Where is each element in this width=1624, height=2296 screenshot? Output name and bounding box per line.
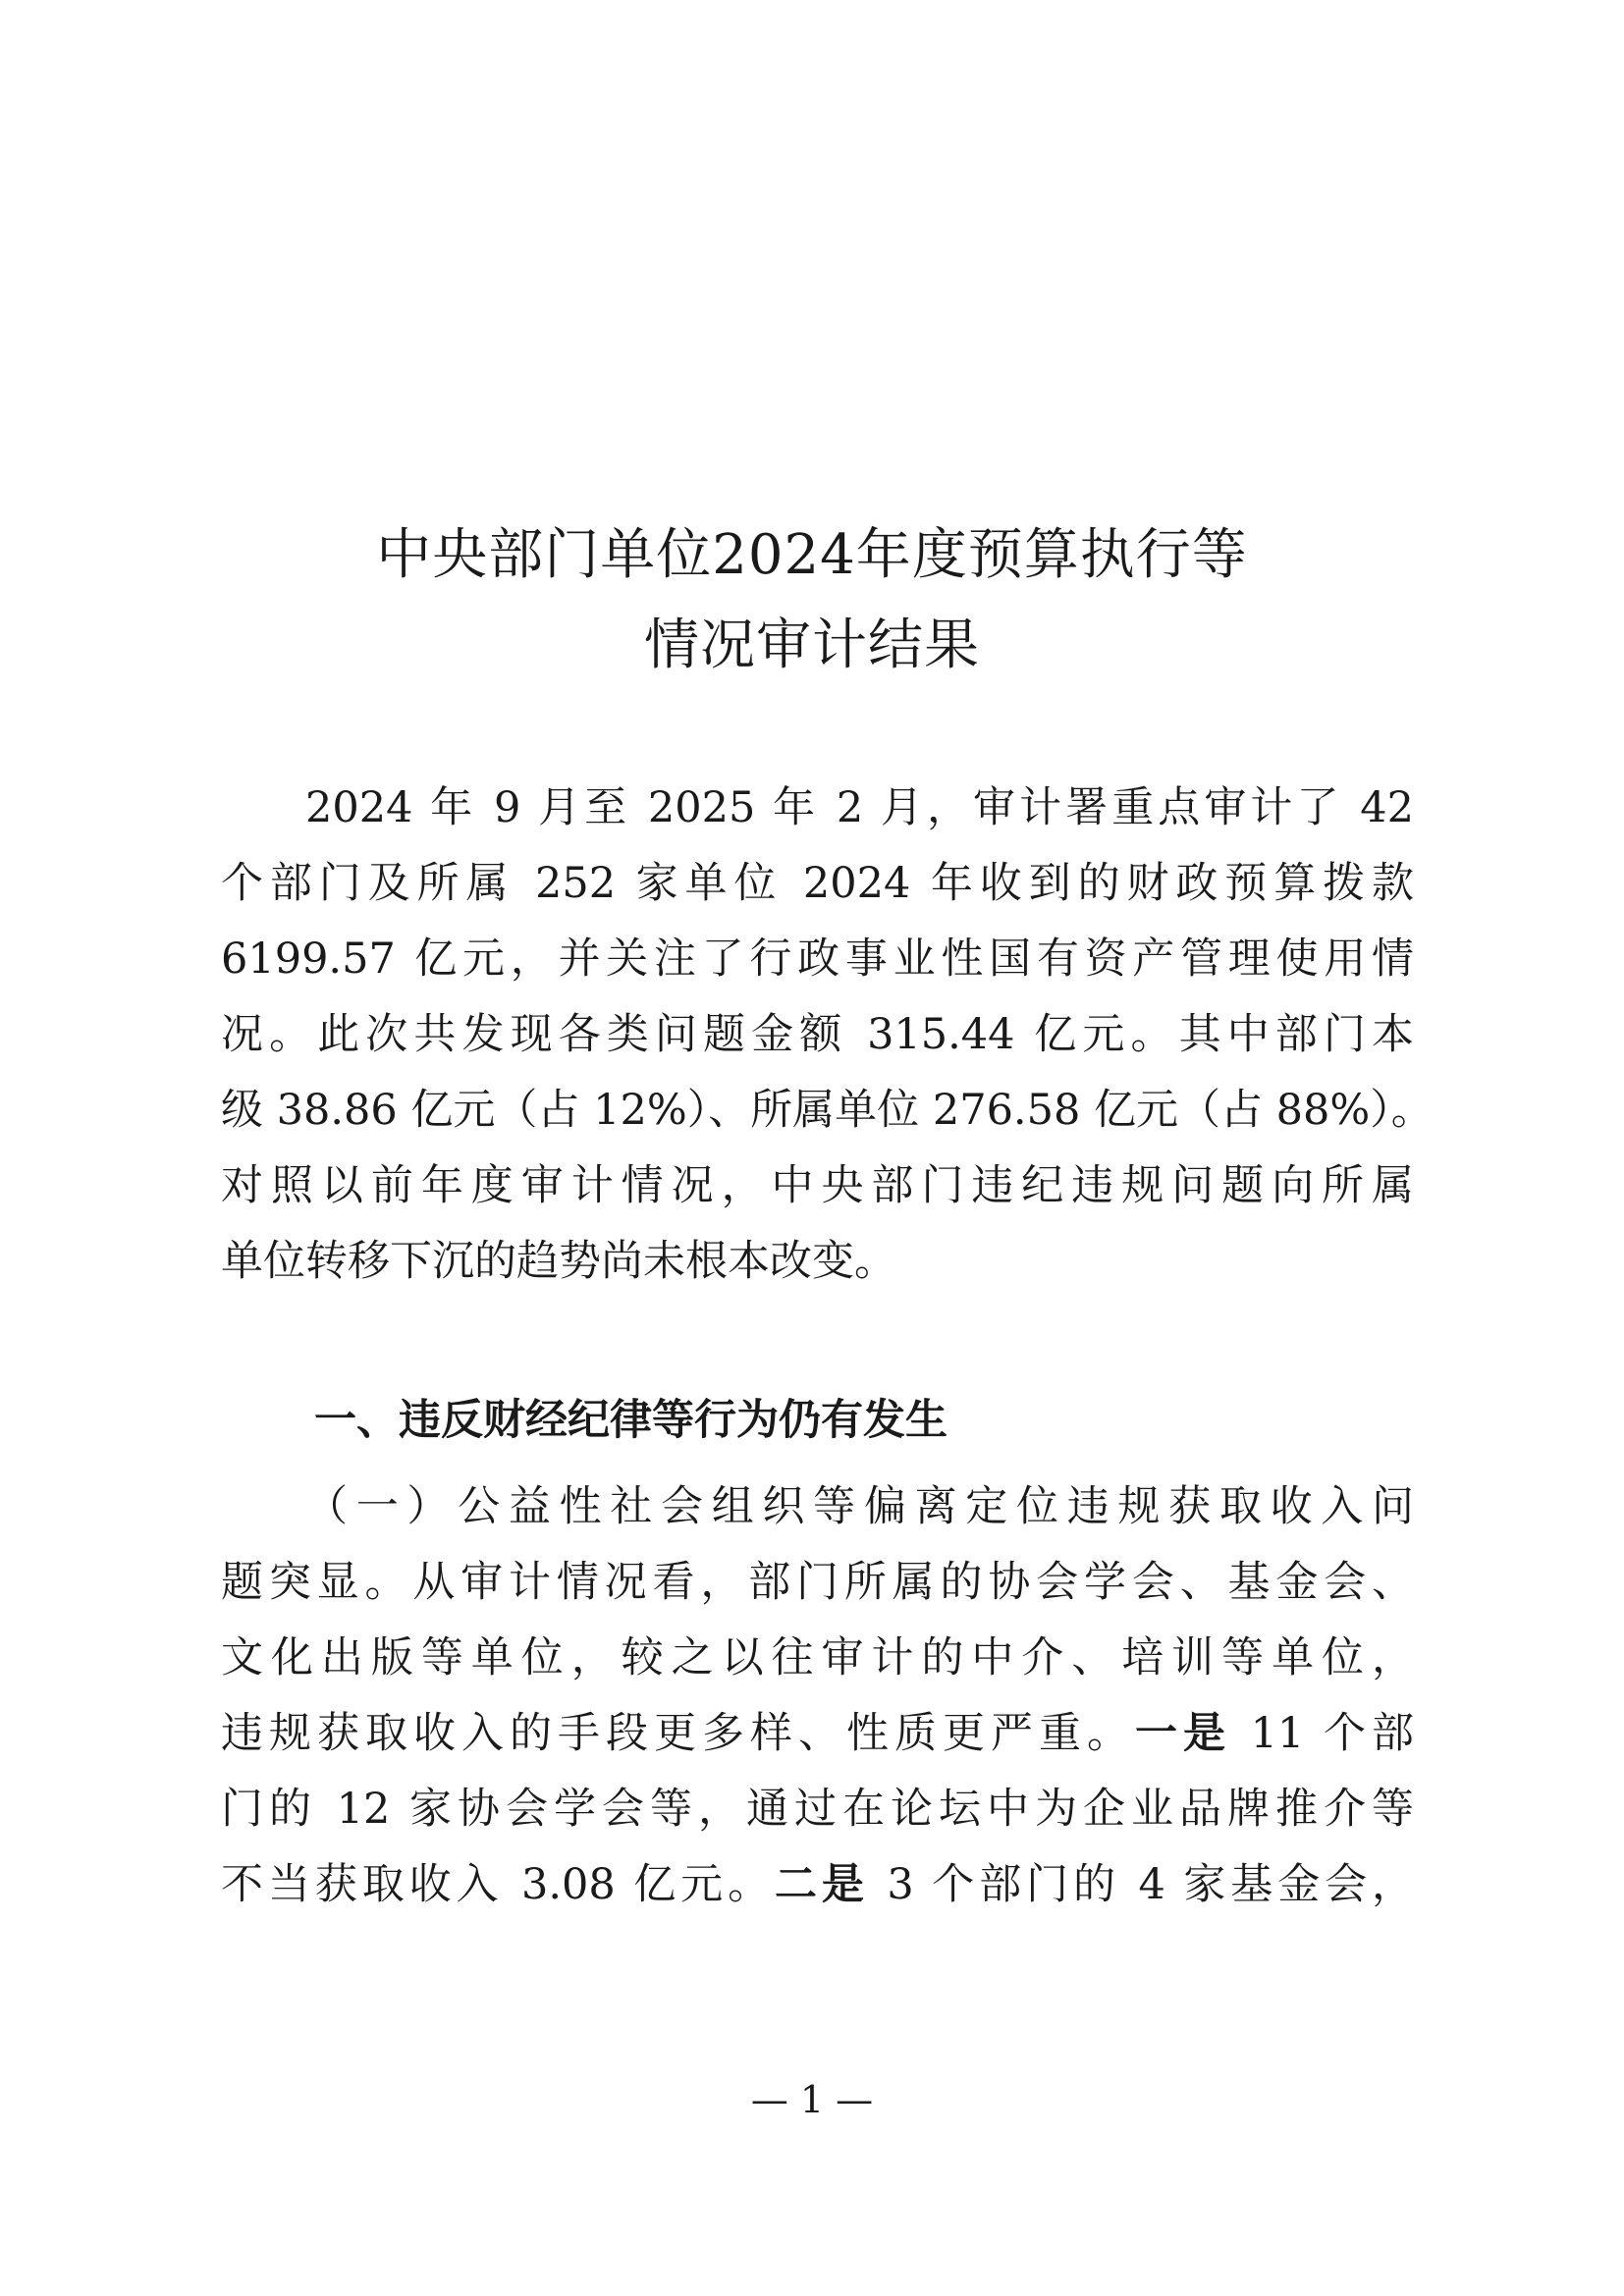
para2-line-5: 门的 12 家协会学会等，通过在论坛中为企业品牌推介等	[221, 1785, 1414, 1834]
intro-line-6: 对照以前年度审计情况，中央部门违纪违规问题向所属	[221, 1161, 1414, 1210]
page-number: — 1 —	[750, 2078, 874, 2121]
subsection-title-line: （一）公益性社会组织等偏离定位违规获取收入问	[305, 1482, 1414, 1531]
para2-line-6-text-b: 3 个部门的 4 家基金会，	[868, 1860, 1415, 1909]
section-heading: 一、违反财经纪律等行为仍有发生	[314, 1396, 947, 1445]
para2-line-3: 文化出版等单位，较之以往审计的中介、培训等单位，	[221, 1633, 1414, 1682]
para2-line-6	[221, 1847, 1414, 1923]
intro-line-7: 单位转移下沉的趋势尚未根本改变。	[221, 1237, 896, 1286]
para2-line-2: 题突显。从审计情况看，部门所属的协会学会、基金会、	[221, 1558, 1414, 1607]
title-line-1: 中央部门单位2024年度预算执行等	[376, 523, 1248, 587]
intro-line-1: 2024 年 9 月至 2025 年 2 月，审计署重点审计了 42	[305, 783, 1414, 832]
document-title	[0, 510, 1624, 691]
intro-line-4: 况。此次共发现各类问题金额 315.44 亿元。其中部门本	[221, 1010, 1414, 1059]
para2-line-6-text-a: 不当获取收入 3.08 亿元。	[221, 1860, 775, 1909]
subsection-paragraph	[221, 1469, 1414, 1923]
intro-paragraph	[221, 771, 1434, 1300]
para2-line-4	[221, 1696, 1414, 1772]
intro-line-5: 级 38.86 亿元（占 12%）、所属单位 276.58 亿元（占 88%）。	[221, 1086, 1434, 1135]
point-one-label: 一是	[1134, 1709, 1231, 1758]
point-two-label: 二是	[775, 1860, 869, 1909]
intro-line-3: 6199.57 亿元，并关注了行政事业性国有资产管理使用情	[221, 934, 1414, 984]
title-line-2: 情况审计结果	[644, 614, 980, 677]
para2-line-4-text-a: 违规获取收入的手段更多样、性质更严重。	[221, 1709, 1135, 1758]
intro-line-2: 个部门及所属 252 家单位 2024 年收到的财政预算拨款	[221, 859, 1414, 908]
para2-line-4-text-b: 11 个部	[1230, 1709, 1414, 1758]
